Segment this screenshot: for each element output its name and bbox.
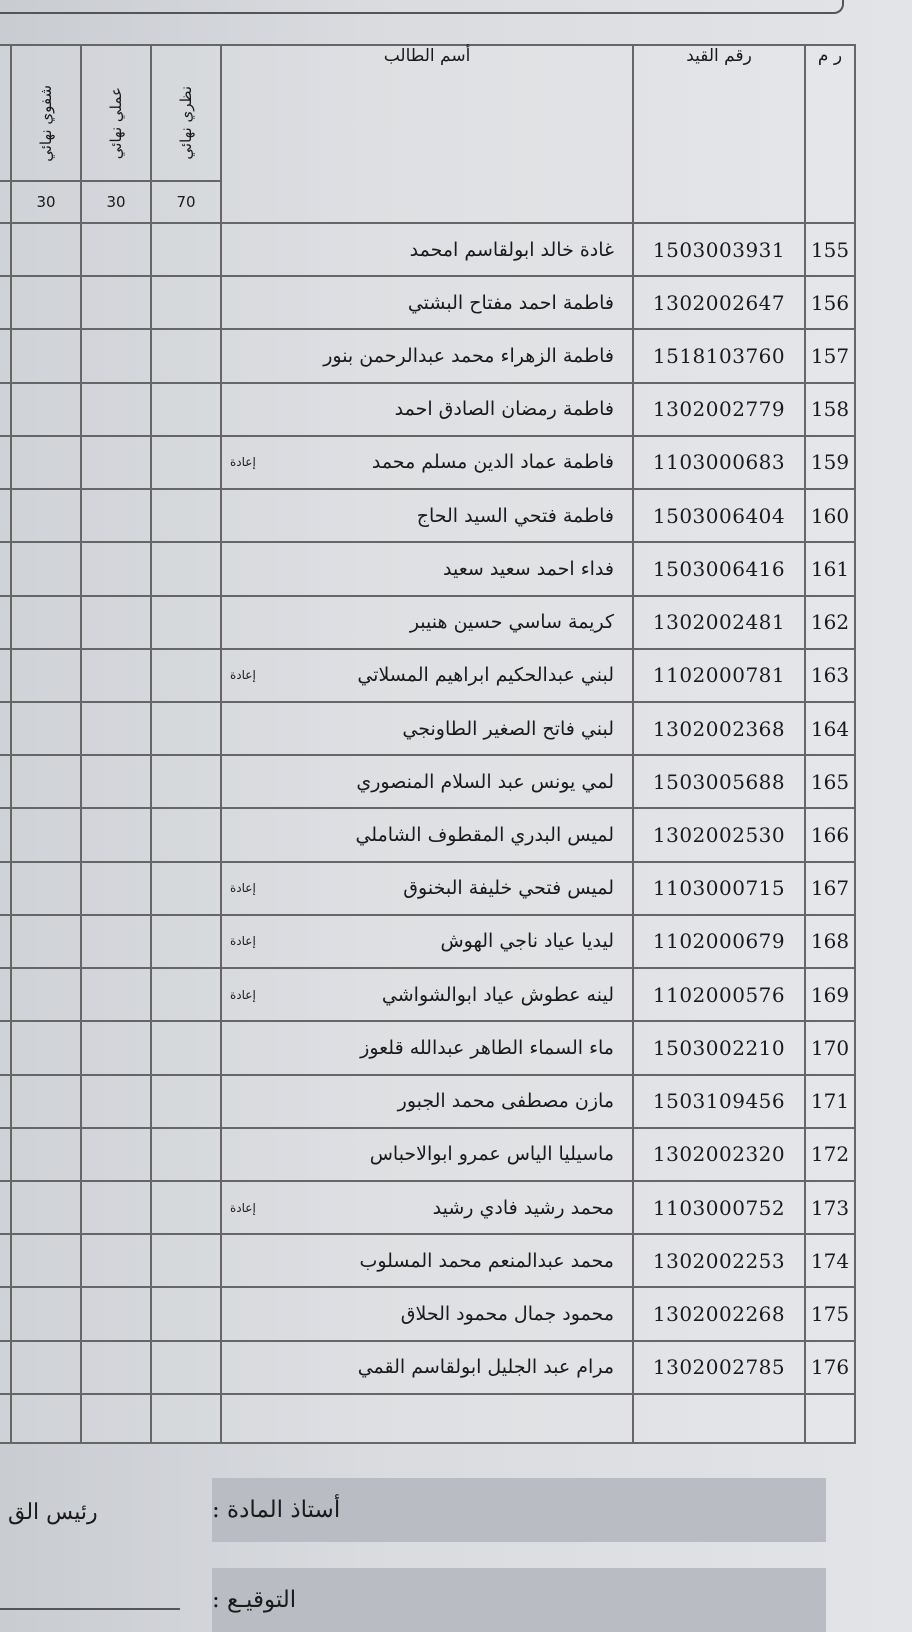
theory-cell	[151, 755, 221, 808]
reg-cell: 1102000679	[633, 915, 805, 968]
practical-cell	[81, 276, 151, 329]
blank-cell	[11, 1394, 81, 1443]
signature-line	[0, 1608, 180, 1610]
student-name: فاطمة عماد الدين مسلم محمد	[371, 451, 614, 474]
theory-cell	[151, 862, 221, 915]
oral-cell	[11, 1341, 81, 1394]
table-row	[0, 755, 855, 808]
status-note: إعادة	[230, 455, 256, 470]
table-row	[0, 1021, 855, 1074]
status-note: إعادة	[230, 881, 256, 896]
oral-cell	[11, 862, 81, 915]
oral-cell	[11, 755, 81, 808]
reg-cell: 1503002210	[633, 1021, 805, 1074]
practical-cell	[81, 329, 151, 382]
student-name: محمود جمال محمود الحلاق	[400, 1302, 614, 1325]
oral-cell	[11, 329, 81, 382]
reg-cell: 1302002785	[633, 1341, 805, 1394]
student-rows	[0, 223, 855, 1443]
seq-cell: 162	[805, 596, 855, 649]
table-row	[0, 1234, 855, 1287]
oral-max: 30	[11, 181, 81, 223]
extra-cell	[0, 1075, 11, 1128]
table-row	[0, 276, 855, 329]
oral-cell	[11, 1181, 81, 1234]
practical-cell	[81, 1341, 151, 1394]
oral-cell	[11, 276, 81, 329]
theory-cell	[151, 329, 221, 382]
oral-cell	[11, 649, 81, 702]
theory-cell	[151, 1181, 221, 1234]
seq-cell: 171	[805, 1075, 855, 1128]
student-name: فاطمة احمد مفتاح البشتي	[407, 291, 614, 314]
name-cell	[221, 383, 633, 436]
name-cell	[221, 968, 633, 1021]
theory-cell	[151, 383, 221, 436]
name-cell	[221, 596, 633, 649]
extra-cell	[0, 223, 11, 276]
practical-cell	[81, 596, 151, 649]
practical-cell	[81, 862, 151, 915]
name-cell	[221, 1021, 633, 1074]
extra-cell	[0, 436, 11, 489]
extra-cell	[0, 862, 11, 915]
practical-cell	[81, 755, 151, 808]
student-name: غادة خالد ابولقاسم امحمد	[409, 238, 614, 261]
oral-cell	[11, 1287, 81, 1340]
name-cell	[221, 915, 633, 968]
theory-cell	[151, 808, 221, 861]
reg-header: رقم القيد	[633, 45, 805, 223]
table-row	[0, 862, 855, 915]
extra-cell	[0, 1287, 11, 1340]
student-name: فاطمة رمضان الصادق احمد	[394, 398, 614, 421]
table-row	[0, 596, 855, 649]
theory-cell	[151, 223, 221, 276]
practical-cell	[81, 915, 151, 968]
oral-cell	[11, 702, 81, 755]
seq-cell: 168	[805, 915, 855, 968]
student-name: لميس البدري المقطوف الشاملي	[355, 824, 614, 847]
table-row	[0, 542, 855, 595]
theory-cell	[151, 1341, 221, 1394]
name-cell	[221, 542, 633, 595]
student-name: لميس فتحي خليفة البخنوق	[403, 877, 614, 900]
name-cell	[221, 329, 633, 382]
extra-cell	[0, 808, 11, 861]
oral-header	[11, 45, 81, 181]
table-row	[0, 1075, 855, 1128]
reg-cell: 1503003931	[633, 223, 805, 276]
theory-cell	[151, 1128, 221, 1181]
table-row	[0, 1181, 855, 1234]
student-name: ليديا عياد ناجي الهوش	[440, 930, 614, 953]
table-row	[0, 489, 855, 542]
seq-cell: 157	[805, 329, 855, 382]
oral-header-label: شفوي نهائي	[37, 84, 55, 162]
extra-cell	[0, 915, 11, 968]
extra-cell	[0, 1021, 11, 1074]
extra-cell	[0, 542, 11, 595]
name-cell	[221, 1128, 633, 1181]
oral-cell	[11, 489, 81, 542]
extra-cell	[0, 489, 11, 542]
theory-cell	[151, 1021, 221, 1074]
blank-cell	[805, 1394, 855, 1443]
theory-cell	[151, 276, 221, 329]
name-cell	[221, 1234, 633, 1287]
theory-max: 70	[151, 181, 221, 223]
student-name: فداء احمد سعيد سعيد	[443, 557, 614, 580]
extra-cell	[0, 702, 11, 755]
oral-cell	[11, 808, 81, 861]
seq-cell: 176	[805, 1341, 855, 1394]
department-head-label: رئيس الق	[8, 1500, 98, 1525]
theory-cell	[151, 436, 221, 489]
reg-cell: 1518103760	[633, 329, 805, 382]
table-row	[0, 1287, 855, 1340]
practical-cell	[81, 436, 151, 489]
extra-cell	[0, 276, 11, 329]
name-cell	[221, 862, 633, 915]
table-row	[0, 968, 855, 1021]
table-row	[0, 808, 855, 861]
extra-cell	[0, 968, 11, 1021]
extra-max	[0, 181, 11, 223]
oral-cell	[11, 968, 81, 1021]
oral-cell	[11, 542, 81, 595]
theory-cell	[151, 968, 221, 1021]
seq-cell: 172	[805, 1128, 855, 1181]
extra-cell	[0, 1128, 11, 1181]
name-cell	[221, 276, 633, 329]
status-note: إعادة	[230, 668, 256, 683]
name-cell	[221, 1287, 633, 1340]
practical-cell	[81, 1287, 151, 1340]
practical-cell	[81, 649, 151, 702]
reg-cell: 1302002320	[633, 1128, 805, 1181]
theory-cell	[151, 1075, 221, 1128]
practical-cell	[81, 383, 151, 436]
table-row	[0, 915, 855, 968]
student-roster-table	[0, 44, 856, 1444]
theory-cell	[151, 542, 221, 595]
seq-cell: 158	[805, 383, 855, 436]
oral-cell	[11, 436, 81, 489]
reg-cell: 1102000781	[633, 649, 805, 702]
theory-cell	[151, 596, 221, 649]
student-name: لبني عبدالحكيم ابراهيم المسلاتي	[357, 664, 614, 687]
oral-cell	[11, 383, 81, 436]
blank-cell	[151, 1394, 221, 1443]
extra-cell	[0, 1181, 11, 1234]
name-cell	[221, 808, 633, 861]
practical-cell	[81, 808, 151, 861]
extra-cell	[0, 1341, 11, 1394]
student-name: لينه عطوش عياد ابوالشواشي	[381, 983, 614, 1006]
reg-cell: 1302002268	[633, 1287, 805, 1340]
seq-cell: 166	[805, 808, 855, 861]
seq-cell: 165	[805, 755, 855, 808]
extra-header	[0, 45, 11, 181]
name-cell	[221, 1075, 633, 1128]
reg-cell: 1503109456	[633, 1075, 805, 1128]
student-name: فاطمة فتحي السيد الحاج	[416, 504, 614, 527]
seq-header: ر م	[805, 45, 855, 223]
status-note: إعادة	[230, 934, 256, 949]
seq-cell: 156	[805, 276, 855, 329]
oral-cell	[11, 915, 81, 968]
extra-cell	[0, 755, 11, 808]
student-name: مرام عبد الجليل ابولقاسم القمي	[357, 1356, 614, 1379]
blank-row	[0, 1394, 855, 1443]
theory-cell	[151, 1287, 221, 1340]
practical-cell	[81, 1181, 151, 1234]
signature-label: التوقيـع :	[212, 1587, 297, 1613]
extra-cell	[0, 383, 11, 436]
signature-field[interactable]	[212, 1568, 826, 1632]
seq-cell: 161	[805, 542, 855, 595]
reg-cell: 1103000752	[633, 1181, 805, 1234]
extra-cell	[0, 596, 11, 649]
extra-cell	[0, 1234, 11, 1287]
table-row	[0, 649, 855, 702]
name-cell	[221, 649, 633, 702]
theory-header-label: نظري نهائي	[177, 86, 195, 160]
reg-cell: 1103000715	[633, 862, 805, 915]
seq-cell: 167	[805, 862, 855, 915]
practical-cell	[81, 1075, 151, 1128]
student-name: محمد عبدالمنعم محمد المسلوب	[359, 1249, 614, 1272]
reg-cell: 1302002253	[633, 1234, 805, 1287]
student-name: ماسيليا الياس عمرو ابوالاحباس	[369, 1143, 614, 1166]
student-name: فاطمة الزهراء محمد عبدالرحمن بنور	[323, 345, 614, 368]
blank-cell	[0, 1394, 11, 1443]
student-name: محمد رشيد فادي رشيد	[432, 1196, 614, 1219]
reg-cell: 1503006404	[633, 489, 805, 542]
oral-cell	[11, 1075, 81, 1128]
reg-cell: 1103000683	[633, 436, 805, 489]
oral-cell	[11, 1021, 81, 1074]
practical-max: 30	[81, 181, 151, 223]
table-row	[0, 702, 855, 755]
oral-cell	[11, 596, 81, 649]
status-note: إعادة	[230, 987, 256, 1002]
practical-cell	[81, 542, 151, 595]
reg-cell: 1302002481	[633, 596, 805, 649]
table-row	[0, 329, 855, 382]
reg-cell: 1302002647	[633, 276, 805, 329]
seq-cell: 155	[805, 223, 855, 276]
theory-header	[151, 45, 221, 181]
seq-cell: 159	[805, 436, 855, 489]
top-frame	[0, 0, 844, 14]
seq-cell: 163	[805, 649, 855, 702]
table-row	[0, 223, 855, 276]
seq-cell: 174	[805, 1234, 855, 1287]
practical-cell	[81, 968, 151, 1021]
reg-cell: 1302002779	[633, 383, 805, 436]
oral-cell	[11, 1128, 81, 1181]
student-name: مازن مصطفى محمد الجبور	[397, 1090, 614, 1113]
theory-cell	[151, 649, 221, 702]
name-header: أسم الطالب	[221, 45, 633, 223]
seq-cell: 170	[805, 1021, 855, 1074]
blank-cell	[221, 1394, 633, 1443]
name-cell	[221, 755, 633, 808]
seq-cell: 160	[805, 489, 855, 542]
student-name: لبني فاتح الصغير الطاونجي	[402, 717, 614, 740]
seq-cell: 169	[805, 968, 855, 1021]
practical-cell	[81, 1128, 151, 1181]
table-row	[0, 383, 855, 436]
practical-cell	[81, 489, 151, 542]
theory-cell	[151, 489, 221, 542]
name-cell	[221, 702, 633, 755]
name-cell	[221, 1181, 633, 1234]
theory-cell	[151, 702, 221, 755]
reg-cell: 1503005688	[633, 755, 805, 808]
extra-cell	[0, 649, 11, 702]
status-note: إعادة	[230, 1200, 256, 1215]
practical-header-label: عملي نهائي	[107, 86, 125, 160]
practical-cell	[81, 702, 151, 755]
blank-cell	[81, 1394, 151, 1443]
name-cell	[221, 1341, 633, 1394]
seq-cell: 173	[805, 1181, 855, 1234]
oral-cell	[11, 223, 81, 276]
oral-cell	[11, 1234, 81, 1287]
reg-cell: 1503006416	[633, 542, 805, 595]
seq-cell: 164	[805, 702, 855, 755]
reg-cell: 1102000576	[633, 968, 805, 1021]
teacher-field[interactable]	[212, 1478, 826, 1542]
table-row	[0, 1128, 855, 1181]
practical-cell	[81, 1234, 151, 1287]
blank-cell	[633, 1394, 805, 1443]
table-row	[0, 1341, 855, 1394]
reg-cell: 1302002368	[633, 702, 805, 755]
teacher-label: أستاذ المادة :	[212, 1497, 341, 1523]
practical-cell	[81, 1021, 151, 1074]
name-cell	[221, 223, 633, 276]
student-name: كريمة ساسي حسين هنيبر	[409, 611, 614, 634]
name-cell	[221, 436, 633, 489]
table-row	[0, 436, 855, 489]
header-row	[0, 45, 855, 181]
practical-cell	[81, 223, 151, 276]
name-cell	[221, 489, 633, 542]
seq-cell: 175	[805, 1287, 855, 1340]
student-name: لمي يونس عبد السلام المنصوري	[356, 770, 614, 793]
theory-cell	[151, 915, 221, 968]
practical-header	[81, 45, 151, 181]
reg-cell: 1302002530	[633, 808, 805, 861]
theory-cell	[151, 1234, 221, 1287]
extra-cell	[0, 329, 11, 382]
student-name: ماء السماء الطاهر عبدالله قلعوز	[360, 1036, 614, 1059]
